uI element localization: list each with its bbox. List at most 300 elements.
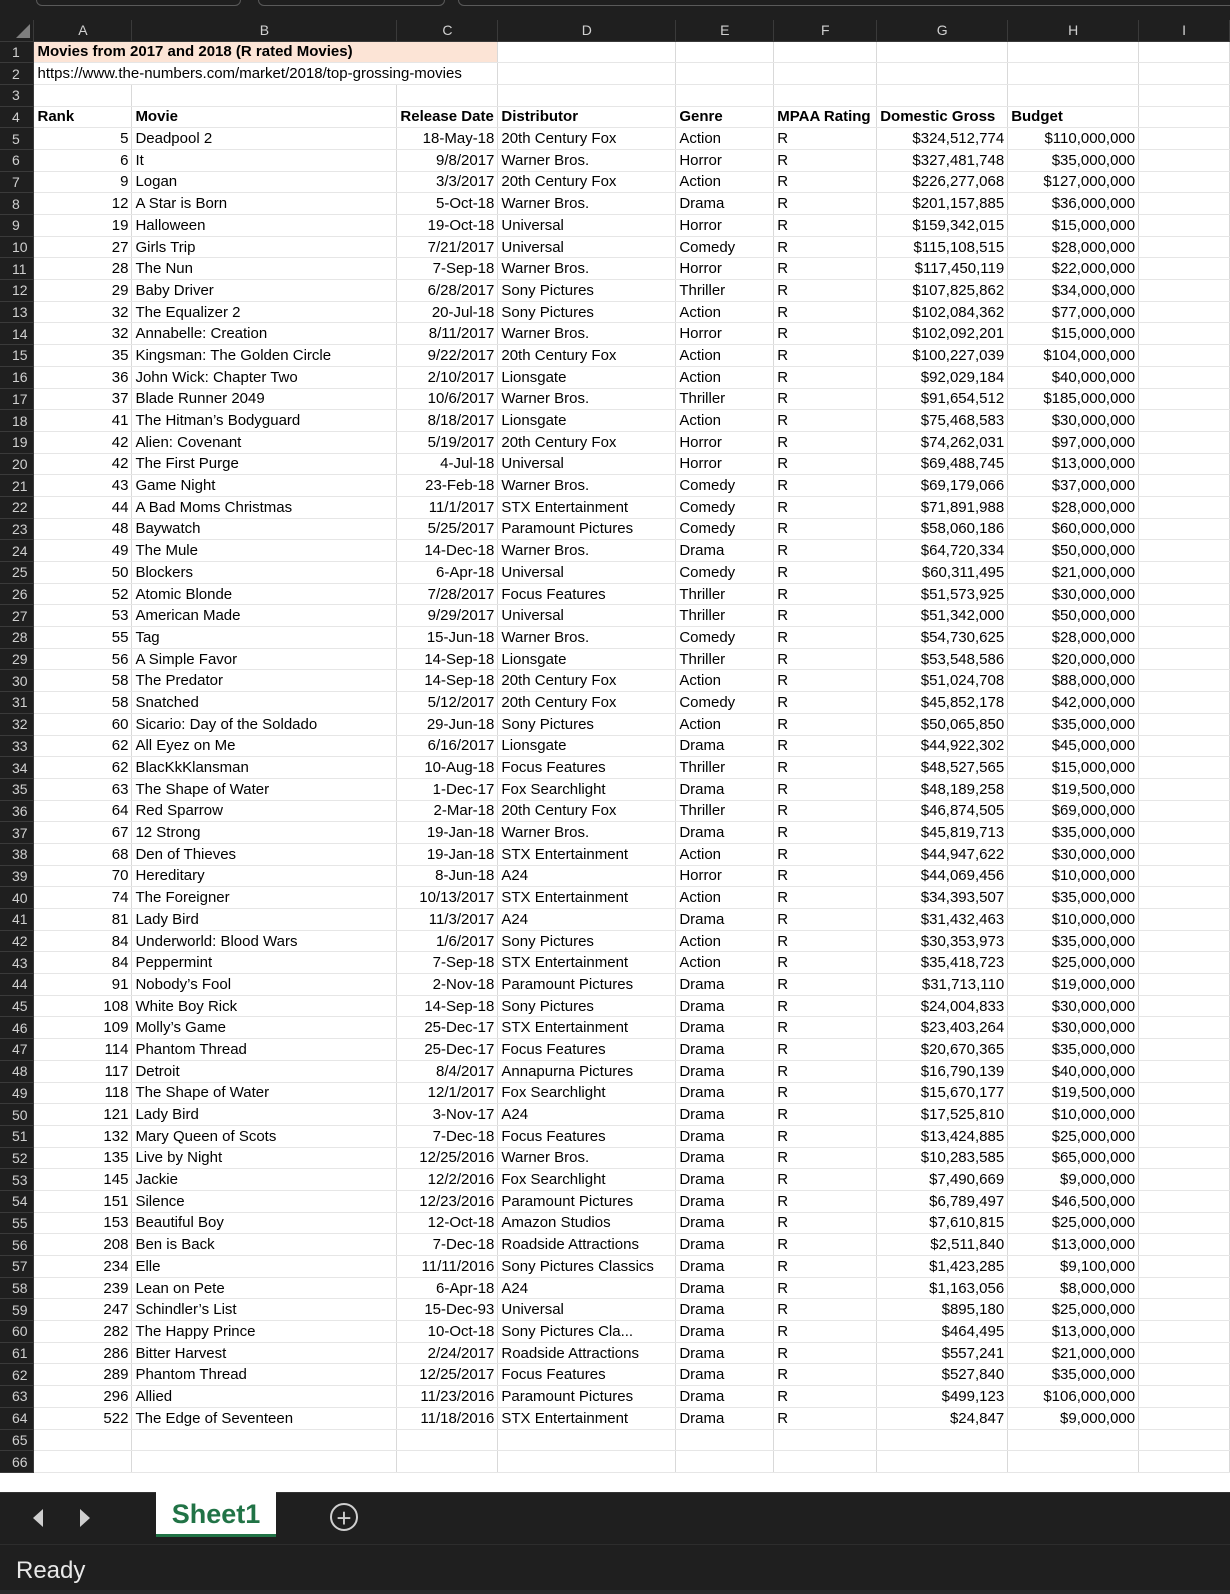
- cell[interactable]: Universal: [498, 215, 676, 237]
- select-all-triangle-icon[interactable]: [16, 24, 30, 38]
- cell[interactable]: R: [774, 1147, 877, 1169]
- row-header[interactable]: 53: [0, 1169, 34, 1191]
- cell[interactable]: $97,000,000: [1008, 431, 1139, 453]
- cell[interactable]: [1008, 1451, 1139, 1473]
- cell[interactable]: Drama: [676, 974, 774, 996]
- cell[interactable]: Universal: [498, 1299, 676, 1321]
- cell[interactable]: [774, 1451, 877, 1473]
- cell[interactable]: 132: [34, 1125, 132, 1147]
- cell[interactable]: The Mule: [132, 540, 397, 562]
- formula-bar[interactable]: [458, 0, 1230, 6]
- row-header[interactable]: 1: [0, 41, 34, 63]
- cell[interactable]: [1139, 496, 1230, 518]
- cell[interactable]: Comedy: [676, 236, 774, 258]
- cell[interactable]: 11/3/2017: [397, 909, 498, 931]
- row-header[interactable]: 66: [0, 1451, 34, 1473]
- row-header[interactable]: 52: [0, 1147, 34, 1169]
- cell[interactable]: R: [774, 930, 877, 952]
- cell[interactable]: 20-Jul-18: [397, 301, 498, 323]
- cell[interactable]: 37: [34, 388, 132, 410]
- cell[interactable]: Drama: [676, 193, 774, 215]
- header-cell[interactable]: Movie: [132, 106, 397, 128]
- cell[interactable]: $13,000,000: [1008, 453, 1139, 475]
- cell[interactable]: [1139, 865, 1230, 887]
- cell[interactable]: Warner Bros.: [498, 193, 676, 215]
- cell[interactable]: Drama: [676, 1039, 774, 1061]
- cell[interactable]: Lionsgate: [498, 735, 676, 757]
- cell[interactable]: 19-Jan-18: [397, 822, 498, 844]
- cell[interactable]: Mary Queen of Scots: [132, 1125, 397, 1147]
- cell[interactable]: [1139, 648, 1230, 670]
- cell[interactable]: Sony Pictures: [498, 713, 676, 735]
- cell[interactable]: R: [774, 366, 877, 388]
- cell[interactable]: [1139, 1104, 1230, 1126]
- cell[interactable]: $21,000,000: [1008, 1342, 1139, 1364]
- cell[interactable]: 12/23/2016: [397, 1190, 498, 1212]
- cell[interactable]: R: [774, 778, 877, 800]
- cell[interactable]: $50,065,850: [877, 713, 1008, 735]
- cell[interactable]: Horror: [676, 865, 774, 887]
- cell[interactable]: R: [774, 1017, 877, 1039]
- cell[interactable]: R: [774, 692, 877, 714]
- cell[interactable]: [1139, 301, 1230, 323]
- cell[interactable]: $34,393,507: [877, 887, 1008, 909]
- cell[interactable]: 62: [34, 757, 132, 779]
- cell[interactable]: Focus Features: [498, 1039, 676, 1061]
- cell[interactable]: Nobody’s Fool: [132, 974, 397, 996]
- cell[interactable]: STX Entertainment: [498, 496, 676, 518]
- cell[interactable]: [1139, 106, 1230, 128]
- cell[interactable]: $60,000,000: [1008, 518, 1139, 540]
- cell[interactable]: 27: [34, 236, 132, 258]
- cell[interactable]: R: [774, 171, 877, 193]
- row-header[interactable]: 64: [0, 1407, 34, 1429]
- cell[interactable]: [676, 84, 774, 106]
- cell[interactable]: $45,819,713: [877, 822, 1008, 844]
- cell[interactable]: Thriller: [676, 605, 774, 627]
- cell[interactable]: R: [774, 258, 877, 280]
- cell[interactable]: $69,488,745: [877, 453, 1008, 475]
- cell[interactable]: 20th Century Fox: [498, 171, 676, 193]
- cell[interactable]: [1139, 410, 1230, 432]
- cell[interactable]: 58: [34, 692, 132, 714]
- cell[interactable]: [877, 1451, 1008, 1473]
- cell[interactable]: $28,000,000: [1008, 627, 1139, 649]
- cell[interactable]: $74,262,031: [877, 431, 1008, 453]
- cell[interactable]: R: [774, 1321, 877, 1343]
- cell[interactable]: [1139, 1060, 1230, 1082]
- row-header[interactable]: 55: [0, 1212, 34, 1234]
- cell[interactable]: 55: [34, 627, 132, 649]
- cell[interactable]: Warner Bros.: [498, 627, 676, 649]
- row-header[interactable]: 14: [0, 323, 34, 345]
- cell[interactable]: 12: [34, 193, 132, 215]
- toolbar-control[interactable]: [36, 0, 241, 6]
- row-header[interactable]: 10: [0, 236, 34, 258]
- cell[interactable]: Fox Searchlight: [498, 778, 676, 800]
- cell[interactable]: $44,922,302: [877, 735, 1008, 757]
- cell[interactable]: Comedy: [676, 692, 774, 714]
- cell[interactable]: Annapurna Pictures: [498, 1060, 676, 1082]
- cell[interactable]: 8/11/2017: [397, 323, 498, 345]
- column-header-c[interactable]: C: [397, 20, 498, 41]
- cell[interactable]: $69,000,000: [1008, 800, 1139, 822]
- cell[interactable]: R: [774, 1342, 877, 1364]
- cell[interactable]: Lady Bird: [132, 909, 397, 931]
- worksheet[interactable]: [0, 20, 1230, 1492]
- cell[interactable]: [1139, 1082, 1230, 1104]
- cell[interactable]: $51,024,708: [877, 670, 1008, 692]
- cell[interactable]: $10,000,000: [1008, 909, 1139, 931]
- cell[interactable]: $895,180: [877, 1299, 1008, 1321]
- cell[interactable]: 239: [34, 1277, 132, 1299]
- cell[interactable]: Horror: [676, 258, 774, 280]
- cell[interactable]: 63: [34, 778, 132, 800]
- cell[interactable]: $35,000,000: [1008, 149, 1139, 171]
- cell[interactable]: $499,123: [877, 1386, 1008, 1408]
- cell[interactable]: 7-Sep-18: [397, 952, 498, 974]
- cell[interactable]: 84: [34, 930, 132, 952]
- cell[interactable]: Action: [676, 301, 774, 323]
- cell[interactable]: R: [774, 757, 877, 779]
- cell[interactable]: 60: [34, 713, 132, 735]
- cell[interactable]: 91: [34, 974, 132, 996]
- cell[interactable]: [1139, 692, 1230, 714]
- cell[interactable]: 70: [34, 865, 132, 887]
- cell[interactable]: [1139, 1190, 1230, 1212]
- cell[interactable]: [1139, 605, 1230, 627]
- cell[interactable]: Drama: [676, 1256, 774, 1278]
- cell[interactable]: Jackie: [132, 1169, 397, 1191]
- cell[interactable]: [1139, 215, 1230, 237]
- cell[interactable]: $30,353,973: [877, 930, 1008, 952]
- cell[interactable]: The Equalizer 2: [132, 301, 397, 323]
- cell[interactable]: $30,000,000: [1008, 583, 1139, 605]
- cell[interactable]: Warner Bros.: [498, 822, 676, 844]
- cell[interactable]: [397, 1451, 498, 1473]
- cell[interactable]: R: [774, 410, 877, 432]
- cell[interactable]: $60,311,495: [877, 562, 1008, 584]
- cell[interactable]: 9: [34, 171, 132, 193]
- cell[interactable]: Horror: [676, 323, 774, 345]
- cell[interactable]: [1139, 909, 1230, 931]
- cell[interactable]: Lionsgate: [498, 366, 676, 388]
- row-header[interactable]: 27: [0, 605, 34, 627]
- cell[interactable]: [676, 63, 774, 85]
- cell[interactable]: Action: [676, 670, 774, 692]
- cell[interactable]: 11/11/2016: [397, 1256, 498, 1278]
- cell[interactable]: Lean on Pete: [132, 1277, 397, 1299]
- cell[interactable]: Drama: [676, 1407, 774, 1429]
- row-header[interactable]: 29: [0, 648, 34, 670]
- row-header[interactable]: 9: [0, 215, 34, 237]
- cell[interactable]: Game Night: [132, 475, 397, 497]
- cell[interactable]: $327,481,748: [877, 149, 1008, 171]
- cell[interactable]: R: [774, 236, 877, 258]
- cell[interactable]: 19: [34, 215, 132, 237]
- cell[interactable]: Underworld: Blood Wars: [132, 930, 397, 952]
- cell[interactable]: 108: [34, 995, 132, 1017]
- cell[interactable]: R: [774, 1234, 877, 1256]
- cell[interactable]: Universal: [498, 562, 676, 584]
- cell[interactable]: $36,000,000: [1008, 193, 1139, 215]
- cell[interactable]: $28,000,000: [1008, 236, 1139, 258]
- cell[interactable]: [1139, 627, 1230, 649]
- cell[interactable]: 50: [34, 562, 132, 584]
- cell[interactable]: 11/18/2016: [397, 1407, 498, 1429]
- cell[interactable]: 20th Century Fox: [498, 800, 676, 822]
- cell[interactable]: [1139, 453, 1230, 475]
- cell[interactable]: [1139, 193, 1230, 215]
- cell[interactable]: $58,060,186: [877, 518, 1008, 540]
- cell[interactable]: Hereditary: [132, 865, 397, 887]
- cell[interactable]: STX Entertainment: [498, 843, 676, 865]
- cell[interactable]: [498, 84, 676, 106]
- row-header[interactable]: 38: [0, 843, 34, 865]
- row-header[interactable]: 2: [0, 63, 34, 85]
- cell[interactable]: R: [774, 496, 877, 518]
- cell[interactable]: Universal: [498, 236, 676, 258]
- cell[interactable]: 64: [34, 800, 132, 822]
- cell[interactable]: Fox Searchlight: [498, 1082, 676, 1104]
- cell[interactable]: Comedy: [676, 627, 774, 649]
- cell[interactable]: [1139, 952, 1230, 974]
- row-header[interactable]: 35: [0, 778, 34, 800]
- cell[interactable]: Paramount Pictures: [498, 1386, 676, 1408]
- cell[interactable]: 151: [34, 1190, 132, 1212]
- cell[interactable]: [1139, 800, 1230, 822]
- cell[interactable]: $6,789,497: [877, 1190, 1008, 1212]
- cell[interactable]: Focus Features: [498, 1125, 676, 1147]
- row-header[interactable]: 59: [0, 1299, 34, 1321]
- cell[interactable]: [676, 41, 774, 63]
- cell[interactable]: Warner Bros.: [498, 1147, 676, 1169]
- cell[interactable]: 11/23/2016: [397, 1386, 498, 1408]
- cell[interactable]: A24: [498, 1104, 676, 1126]
- row-header[interactable]: 15: [0, 345, 34, 367]
- row-header[interactable]: 58: [0, 1277, 34, 1299]
- cell[interactable]: $1,423,285: [877, 1256, 1008, 1278]
- cell[interactable]: 20th Century Fox: [498, 128, 676, 150]
- cell[interactable]: $40,000,000: [1008, 1060, 1139, 1082]
- row-header[interactable]: 30: [0, 670, 34, 692]
- column-header-i[interactable]: I: [1139, 20, 1230, 41]
- cell[interactable]: [132, 1429, 397, 1451]
- cell[interactable]: The Happy Prince: [132, 1321, 397, 1343]
- cell[interactable]: [132, 84, 397, 106]
- cell[interactable]: 10-Aug-18: [397, 757, 498, 779]
- cell[interactable]: [1139, 1386, 1230, 1408]
- cell[interactable]: Drama: [676, 995, 774, 1017]
- cell[interactable]: [877, 63, 1008, 85]
- row-header[interactable]: 16: [0, 366, 34, 388]
- cell[interactable]: $25,000,000: [1008, 1299, 1139, 1321]
- cell[interactable]: [397, 1429, 498, 1451]
- cell[interactable]: R: [774, 280, 877, 302]
- cell[interactable]: [1139, 1234, 1230, 1256]
- cell[interactable]: [676, 1429, 774, 1451]
- cell[interactable]: Drama: [676, 1104, 774, 1126]
- cell[interactable]: Blockers: [132, 562, 397, 584]
- cell[interactable]: 12/25/2017: [397, 1364, 498, 1386]
- cell[interactable]: [1139, 388, 1230, 410]
- cell[interactable]: Den of Thieves: [132, 843, 397, 865]
- row-header[interactable]: 11: [0, 258, 34, 280]
- cell[interactable]: [1008, 41, 1139, 63]
- cell[interactable]: [1139, 540, 1230, 562]
- row-header[interactable]: 23: [0, 518, 34, 540]
- cell[interactable]: [1139, 84, 1230, 106]
- column-header-d[interactable]: D: [498, 20, 676, 41]
- cell[interactable]: Warner Bros.: [498, 258, 676, 280]
- cell[interactable]: [774, 1429, 877, 1451]
- cell[interactable]: $46,874,505: [877, 800, 1008, 822]
- cell[interactable]: 42: [34, 431, 132, 453]
- cell[interactable]: R: [774, 909, 877, 931]
- cell[interactable]: $50,000,000: [1008, 605, 1139, 627]
- cell[interactable]: R: [774, 1386, 877, 1408]
- cell[interactable]: R: [774, 735, 877, 757]
- cell[interactable]: A24: [498, 865, 676, 887]
- cell[interactable]: Horror: [676, 453, 774, 475]
- cell[interactable]: $15,670,177: [877, 1082, 1008, 1104]
- cell[interactable]: 44: [34, 496, 132, 518]
- cell[interactable]: R: [774, 475, 877, 497]
- row-header[interactable]: 31: [0, 692, 34, 714]
- cell[interactable]: John Wick: Chapter Two: [132, 366, 397, 388]
- cell[interactable]: $75,468,583: [877, 410, 1008, 432]
- cell[interactable]: [34, 84, 132, 106]
- cell[interactable]: 296: [34, 1386, 132, 1408]
- cell[interactable]: R: [774, 518, 877, 540]
- cell[interactable]: 62: [34, 735, 132, 757]
- cell[interactable]: 135: [34, 1147, 132, 1169]
- cell[interactable]: $22,000,000: [1008, 258, 1139, 280]
- cell[interactable]: 32: [34, 301, 132, 323]
- cell[interactable]: $44,069,456: [877, 865, 1008, 887]
- cell[interactable]: R: [774, 215, 877, 237]
- cell[interactable]: $226,277,068: [877, 171, 1008, 193]
- cell[interactable]: [1139, 562, 1230, 584]
- cell[interactable]: 14-Dec-18: [397, 540, 498, 562]
- cell[interactable]: Lionsgate: [498, 410, 676, 432]
- cell[interactable]: 10/6/2017: [397, 388, 498, 410]
- cell[interactable]: Deadpool 2: [132, 128, 397, 150]
- cell[interactable]: $20,670,365: [877, 1039, 1008, 1061]
- cell[interactable]: 18-May-18: [397, 128, 498, 150]
- cell[interactable]: $31,713,110: [877, 974, 1008, 996]
- column-header-h[interactable]: H: [1008, 20, 1139, 41]
- cell[interactable]: STX Entertainment: [498, 1017, 676, 1039]
- cell[interactable]: $45,000,000: [1008, 735, 1139, 757]
- cell[interactable]: 522: [34, 1407, 132, 1429]
- cell[interactable]: Thriller: [676, 280, 774, 302]
- cell[interactable]: $9,000,000: [1008, 1407, 1139, 1429]
- cell[interactable]: Blade Runner 2049: [132, 388, 397, 410]
- cell[interactable]: $25,000,000: [1008, 1212, 1139, 1234]
- cell[interactable]: [1139, 280, 1230, 302]
- cell[interactable]: $25,000,000: [1008, 952, 1139, 974]
- cell[interactable]: 25-Dec-17: [397, 1039, 498, 1061]
- cell[interactable]: $324,512,774: [877, 128, 1008, 150]
- cell[interactable]: 8/18/2017: [397, 410, 498, 432]
- cell[interactable]: [1139, 1039, 1230, 1061]
- cell[interactable]: $34,000,000: [1008, 280, 1139, 302]
- cell[interactable]: $35,418,723: [877, 952, 1008, 974]
- cell[interactable]: The Shape of Water: [132, 778, 397, 800]
- cell[interactable]: 121: [34, 1104, 132, 1126]
- cell[interactable]: R: [774, 648, 877, 670]
- cell[interactable]: 12 Strong: [132, 822, 397, 844]
- cell[interactable]: R: [774, 800, 877, 822]
- cell[interactable]: R: [774, 995, 877, 1017]
- cell[interactable]: 10-Oct-18: [397, 1321, 498, 1343]
- cell[interactable]: $44,947,622: [877, 843, 1008, 865]
- cell[interactable]: R: [774, 952, 877, 974]
- cell[interactable]: [1139, 366, 1230, 388]
- cell[interactable]: $104,000,000: [1008, 345, 1139, 367]
- cell[interactable]: [1139, 1364, 1230, 1386]
- cell[interactable]: Action: [676, 843, 774, 865]
- row-header[interactable]: 40: [0, 887, 34, 909]
- cell[interactable]: 36: [34, 366, 132, 388]
- cell[interactable]: 19-Oct-18: [397, 215, 498, 237]
- cell[interactable]: R: [774, 431, 877, 453]
- cell[interactable]: R: [774, 1256, 877, 1278]
- cell[interactable]: Focus Features: [498, 757, 676, 779]
- cell[interactable]: Elle: [132, 1256, 397, 1278]
- column-header-a[interactable]: A: [34, 20, 132, 41]
- cell[interactable]: Logan: [132, 171, 397, 193]
- row-header[interactable]: 17: [0, 388, 34, 410]
- cell[interactable]: $117,450,119: [877, 258, 1008, 280]
- cell[interactable]: $7,610,815: [877, 1212, 1008, 1234]
- cell[interactable]: $28,000,000: [1008, 496, 1139, 518]
- cell[interactable]: R: [774, 1060, 877, 1082]
- cell[interactable]: Fox Searchlight: [498, 1169, 676, 1191]
- cell[interactable]: Lionsgate: [498, 648, 676, 670]
- cell[interactable]: [397, 84, 498, 106]
- cell[interactable]: $50,000,000: [1008, 540, 1139, 562]
- cell[interactable]: Warner Bros.: [498, 475, 676, 497]
- cell[interactable]: 247: [34, 1299, 132, 1321]
- cell[interactable]: Action: [676, 410, 774, 432]
- cell[interactable]: R: [774, 1169, 877, 1191]
- cell[interactable]: [1139, 778, 1230, 800]
- cell[interactable]: $527,840: [877, 1364, 1008, 1386]
- cell[interactable]: $102,092,201: [877, 323, 1008, 345]
- cell[interactable]: [1139, 1429, 1230, 1451]
- cell[interactable]: Thriller: [676, 388, 774, 410]
- row-header[interactable]: 24: [0, 540, 34, 562]
- cell[interactable]: [1139, 128, 1230, 150]
- row-header[interactable]: 36: [0, 800, 34, 822]
- cell[interactable]: Detroit: [132, 1060, 397, 1082]
- cell[interactable]: [1139, 258, 1230, 280]
- cell[interactable]: 208: [34, 1234, 132, 1256]
- row-header[interactable]: 45: [0, 995, 34, 1017]
- cell[interactable]: Thriller: [676, 800, 774, 822]
- cell[interactable]: 20th Century Fox: [498, 345, 676, 367]
- cell[interactable]: 6-Apr-18: [397, 562, 498, 584]
- row-header[interactable]: 28: [0, 627, 34, 649]
- cell[interactable]: $102,084,362: [877, 301, 1008, 323]
- cell[interactable]: R: [774, 562, 877, 584]
- cell[interactable]: [676, 1451, 774, 1473]
- cell[interactable]: $13,000,000: [1008, 1234, 1139, 1256]
- row-header[interactable]: 26: [0, 583, 34, 605]
- cell[interactable]: Paramount Pictures: [498, 518, 676, 540]
